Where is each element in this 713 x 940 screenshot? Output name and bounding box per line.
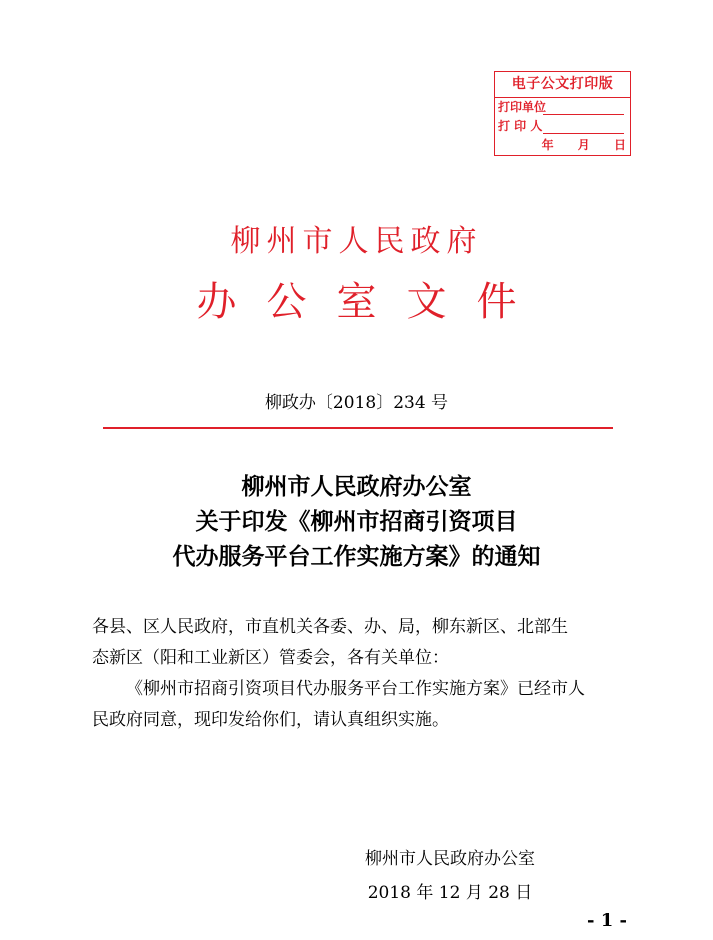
page-number: - 1 - xyxy=(587,910,627,931)
stamp-printer-line xyxy=(543,133,624,134)
recipients-line-1: 各县、区人民政府，市直机关各委、办、局，柳东新区、北部生 xyxy=(92,617,568,637)
document-body xyxy=(92,612,632,736)
stamp-print-unit-row xyxy=(495,98,630,117)
print-version-stamp xyxy=(494,71,631,156)
document-title xyxy=(0,470,713,575)
stamp-title: 电子公文打印版 xyxy=(495,72,630,98)
stamp-printer-label: 打 印 人 xyxy=(498,119,543,133)
issuing-organization: 柳州市人民政府 xyxy=(230,224,483,259)
stamp-day-label: 日 xyxy=(613,138,626,152)
document-kind-heading: 办公室文件 xyxy=(196,279,547,325)
stamp-month-label: 月 xyxy=(577,138,590,152)
red-separator-line xyxy=(103,427,613,429)
stamp-print-unit-line xyxy=(543,114,624,115)
body-paragraph-line-2: 民政府同意，现印发给你们，请认真组织实施。 xyxy=(92,710,449,730)
title-line-1: 柳州市人民政府办公室 xyxy=(241,474,472,500)
stamp-date-row xyxy=(495,136,630,155)
recipients-line-2: 态新区（阳和工业新区）管委会，各有关单位： xyxy=(92,648,449,668)
stamp-print-unit-label: 打印单位 xyxy=(498,100,547,114)
signature-date: 2018 年 12 月 28 日 xyxy=(367,883,533,903)
stamp-printer-row xyxy=(495,117,630,136)
signature-issuer: 柳州市人民政府办公室 xyxy=(365,849,535,869)
signature-block xyxy=(350,842,550,910)
title-line-2: 关于印发《柳州市招商引资项目 xyxy=(195,509,518,535)
document-number: 柳政办〔2018〕234 号 xyxy=(264,393,449,413)
stamp-year-label: 年 xyxy=(541,138,554,152)
title-line-3: 代办服务平台工作实施方案》的通知 xyxy=(172,544,541,570)
body-paragraph-line-1: 《柳州市招商引资项目代办服务平台工作实施方案》已经市人 xyxy=(126,679,585,699)
